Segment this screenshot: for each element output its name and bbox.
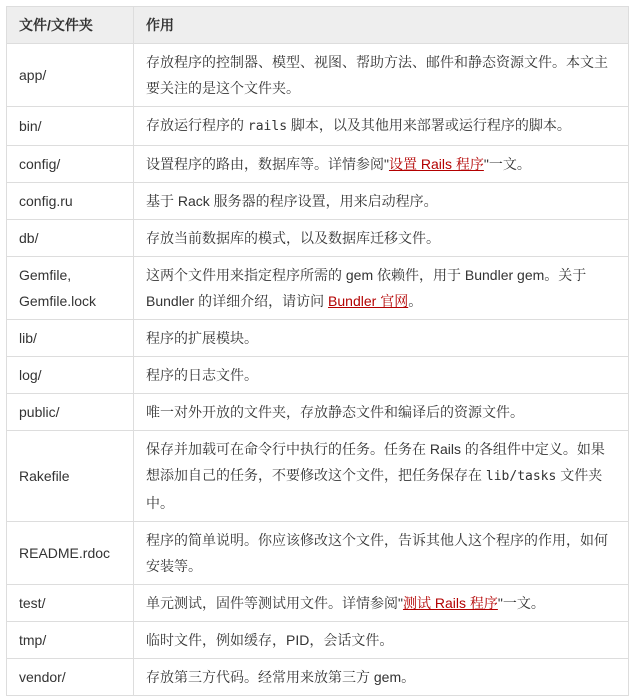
table-header (7, 7, 629, 44)
description-text: 这两个文件用来指定程序所需的 gem 依赖件，用于 Bundler gem。关于 Bundler 的详细介绍，请访问 (146, 267, 587, 309)
description-cell (134, 622, 629, 659)
file-name-cell: README.rdoc (7, 522, 134, 585)
description-cell (134, 146, 629, 183)
file-name-cell: vendor/ (7, 659, 134, 696)
table-row (7, 431, 629, 522)
file-name-cell: lib/ (7, 320, 134, 357)
file-name-cell: Rakefile (7, 431, 134, 522)
inline-code: lib/tasks (485, 469, 557, 484)
table-row (7, 659, 629, 696)
doc-link[interactable]: 设置 Rails 程序 (388, 156, 484, 172)
table-row (7, 107, 629, 146)
description-text: 设置程序的路由，数据库等。详情参阅" (146, 156, 389, 172)
description-text: 保存并加载可在命令行中执行的任务。任务在 Rails 的各组件中定义。如果想添加自己的任务，不要修改这个文件，把任务保存在 (146, 441, 605, 483)
file-name-cell: test/ (7, 585, 134, 622)
table-body (7, 44, 629, 696)
file-name-cell: Gemfile, Gemfile.lock (7, 257, 134, 320)
description-text: 。 (408, 293, 423, 309)
description-text: 基于 Rack 服务器的程序设置，用来启动程序。 (146, 193, 438, 209)
column-header-file: 文件/文件夹 (7, 7, 134, 44)
file-name-cell: db/ (7, 220, 134, 257)
file-name-cell: log/ (7, 357, 134, 394)
description-text: 程序的日志文件。 (146, 367, 258, 383)
description-cell (134, 357, 629, 394)
description-text: 程序的扩展模块。 (146, 330, 258, 346)
description-cell (134, 257, 629, 320)
description-text: 程序的简单说明。你应该修改这个文件，告诉其他人这个程序的作用，如何安装等。 (146, 532, 608, 574)
file-name-cell: config.ru (7, 183, 134, 220)
description-text: "一文。 (497, 595, 545, 611)
description-cell (134, 320, 629, 357)
table-row (7, 585, 629, 622)
inline-code: rails (247, 119, 288, 134)
table-row (7, 44, 629, 107)
description-cell (134, 394, 629, 431)
description-text: "一文。 (483, 156, 531, 172)
description-text: 唯一对外开放的文件夹，存放静态文件和编译后的资源文件。 (146, 404, 524, 420)
description-text: 存放运行程序的 (146, 117, 248, 133)
table-row (7, 394, 629, 431)
description-text: 单元测试，固件等测试用文件。详情参阅" (146, 595, 403, 611)
file-name-cell: config/ (7, 146, 134, 183)
file-name-cell: public/ (7, 394, 134, 431)
description-text: 脚本，以及其他用来部署或运行程序的脚本。 (287, 117, 571, 133)
description-cell (134, 522, 629, 585)
table-row (7, 146, 629, 183)
description-cell (134, 220, 629, 257)
header-row (7, 7, 629, 44)
table-row (7, 257, 629, 320)
description-cell (134, 107, 629, 146)
table-row (7, 522, 629, 585)
column-header-purpose: 作用 (134, 7, 629, 44)
description-text: 存放第三方代码。经常用来放第三方 gem。 (146, 669, 416, 685)
table-row (7, 622, 629, 659)
doc-link[interactable]: 测试 Rails 程序 (402, 595, 498, 611)
table-row (7, 220, 629, 257)
doc-link[interactable]: Bundler 官网 (328, 293, 409, 309)
description-cell (134, 659, 629, 696)
description-text: 存放程序的控制器、模型、视图、帮助方法、邮件和静态资源文件。本文主要关注的是这个文件夹。 (146, 54, 608, 96)
description-text: 临时文件，例如缓存，PID，会话文件。 (146, 632, 394, 648)
description-cell (134, 431, 629, 522)
description-text: 文件夹中。 (146, 467, 603, 511)
file-name-cell: bin/ (7, 107, 134, 146)
table-row (7, 320, 629, 357)
description-cell (134, 44, 629, 107)
table-row (7, 357, 629, 394)
description-text: 存放当前数据库的模式，以及数据库迁移文件。 (146, 230, 440, 246)
description-cell (134, 585, 629, 622)
table-row (7, 183, 629, 220)
description-cell (134, 183, 629, 220)
file-name-cell: app/ (7, 44, 134, 107)
rails-directory-table (6, 6, 629, 696)
file-name-cell: tmp/ (7, 622, 134, 659)
